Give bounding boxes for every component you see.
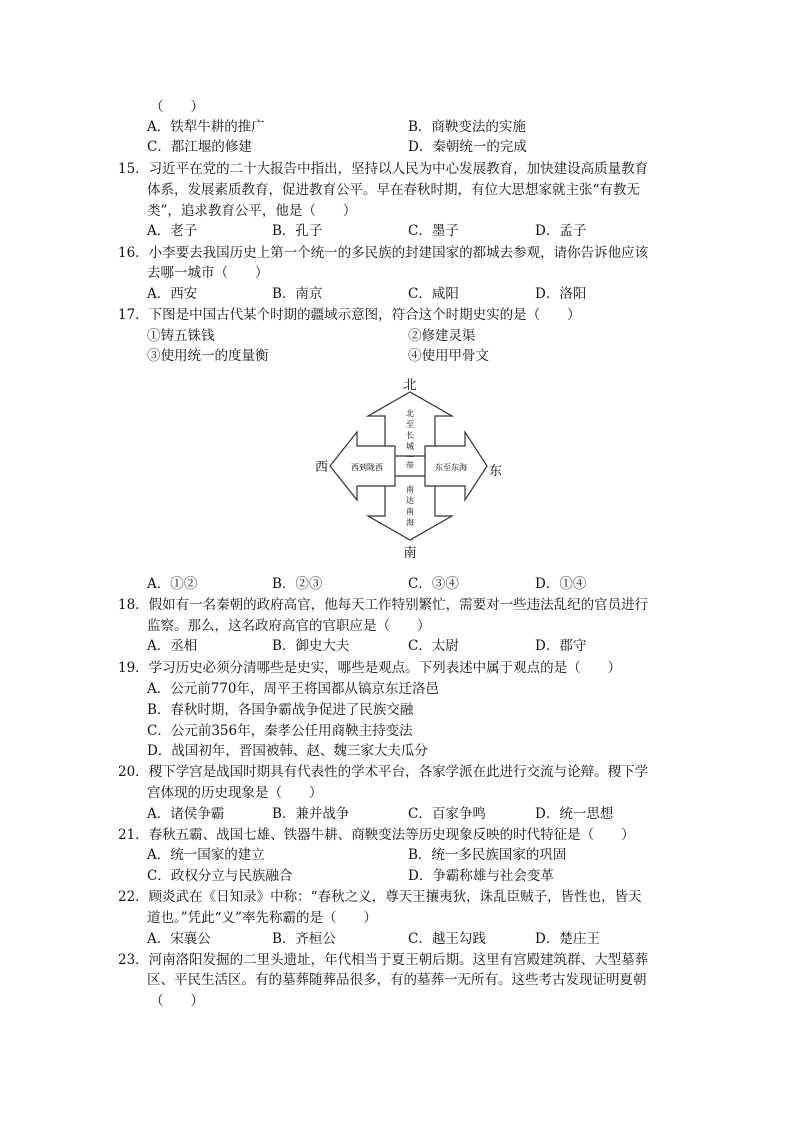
q15-stem-line-1: 15．习近平在党的二十大报告中指出，坚持以人民为中心发展教育，加快建设高质量教育 [118,161,649,177]
q20-option-a[interactable]: A．诸侯争霸 [147,806,225,822]
q18-stem-line-2: 监察。那么，这名政府高官的官职应是（ ） [147,618,431,634]
q19-option-b[interactable]: B．春秋时期，各国争霸战争促进了民族交融 [147,702,414,718]
south-label: 南 [403,546,417,561]
q15-option-c[interactable]: C．墨子 [408,223,459,239]
q20-option-c[interactable]: C．百家争鸣 [408,806,486,822]
q20-option-b[interactable]: B．兼并战争 [272,806,350,822]
q22-stem-line-1: 22．顾炎武在《日知录》中称：“春秋之义，尊天王攘夷狄，诛乱臣贼子，皆性也，皆天 [118,889,642,905]
q17-option-b[interactable]: B．②③ [272,576,323,592]
q21-option-a[interactable]: A．统一国家的建立 [147,847,265,863]
q17-item-3: ③使用统一的度量衡 [147,348,269,364]
q19-stem-line-1: 19．学习历史必须分清哪些是史实，哪些是观点。下列表述中属于观点的是（ ） [118,660,622,676]
q17-item-1: ①铸五铢钱 [147,328,215,344]
q16-stem-line-1: 16．小李要去我国历史上第一个统一的多民族的封建国家的都城去参观，请你告诉他应该 [118,245,649,261]
q21-option-d[interactable]: D．争霸称雄与社会变革 [408,868,554,884]
q22-option-b[interactable]: B．齐桓公 [272,931,336,947]
q15-option-b[interactable]: B．孔子 [272,223,323,239]
west-text: 西到陇西 [351,463,383,472]
q23-stem-line-2: 区、平民生活区。有的墓葬随葬品很多，有的墓葬一无所有。这些考古发现证明夏朝 [147,972,647,988]
q21-option-c[interactable]: C．政权分立与民族融合 [147,868,293,884]
q18-option-b[interactable]: B．御史大夫 [272,638,350,654]
q19-option-c[interactable]: C．公元前356年，秦孝公任用商鞅主持变法 [147,723,413,739]
q20-stem-line-2: 宫体现的历史现象是（ ） [147,785,323,801]
q16-stem-line-2: 去哪一城市（ ） [147,265,269,281]
q15-option-d[interactable]: D．孟子 [535,223,587,239]
q19-option-d[interactable]: D．战国初年，晋国被韩、赵、魏三家大夫瓜分 [147,743,428,759]
north-label: 北 [403,378,417,393]
territory-diagram [315,376,515,571]
south-text-char-4: 海 [406,518,414,527]
north-text-char-2: 至 [406,420,414,429]
q20-option-d[interactable]: D．统一思想 [535,806,614,822]
north-text-char-5: 一 [406,453,414,462]
east-label: 东 [489,464,503,479]
q17-option-a[interactable]: A．①② [147,576,198,592]
q18-option-a[interactable]: A．丞相 [147,638,198,654]
q23-stem-line-1: 23．河南洛阳发掘的二里头遗址，年代相当于夏王朝后期。这里有宫殿建筑群、大型墓葬 [118,952,649,968]
q14-option-d[interactable]: D．秦朝统一的完成 [408,139,527,155]
q20-stem-line-1: 20．稷下学宫是战国时期具有代表性的学术平台，各家学派在此进行交流与论辩。稷下学 [118,764,649,780]
q16-option-a[interactable]: A．西安 [147,286,198,302]
q21-stem-line-1: 21．春秋五霸、战国七雄、铁器牛耕、商鞅变法等历史现象反映的时代特征是（ ） [118,827,635,843]
q19-option-a[interactable]: A．公元前770年，周平王将国都从镐京东迁洛邑 [147,681,440,697]
q15-option-a[interactable]: A．老子 [147,223,198,239]
north-text-char-6: 带 [406,461,414,470]
q22-option-a[interactable]: A．宋襄公 [147,931,211,947]
north-text-char-3: 长 [406,431,414,440]
south-text-char-3: 南 [406,507,414,516]
q17-option-c[interactable]: C．③④ [408,576,459,592]
west-label: 西 [315,460,328,475]
q23-stem-line-3: （ ） [150,993,204,1009]
territory-arrows-svg [315,376,515,571]
q14-option-b[interactable]: B．商鞅变法的实施 [408,119,526,135]
q21-option-b[interactable]: B．统一多民族国家的巩固 [408,847,567,863]
south-text-char-2: 达 [406,496,414,505]
q14-option-c[interactable]: C．都江堰的修建 [147,139,252,155]
q17-option-d[interactable]: D．①④ [535,576,587,592]
q18-stem-line-1: 18．假如有一名秦朝的政府高官，他每天工作特别繁忙，需要对一些违法乱纪的官员进行 [118,597,649,613]
q14-blank: （ ） [150,99,204,115]
q16-option-c[interactable]: C．咸阳 [408,286,459,302]
q17-stem-line-1: 17．下图是中国古代某个时期的疆域示意图，符合这个时期史实的是（ ） [118,307,581,323]
q22-option-d[interactable]: D．楚庄王 [535,931,600,947]
north-text-char-1: 北 [406,409,414,418]
east-text: 东至东海 [435,463,467,472]
q15-stem-line-3: 类”，追求教育公平，他是（ ） [147,203,357,219]
north-text-char-4: 城 [406,442,414,451]
q22-option-c[interactable]: C．越王勾践 [408,931,486,947]
q16-option-d[interactable]: D．洛阳 [535,286,587,302]
q17-item-4: ④使用甲骨文 [408,348,489,364]
q18-option-d[interactable]: D．郡守 [535,638,587,654]
q18-option-c[interactable]: C．太尉 [408,638,459,654]
q17-item-2: ②修建灵渠 [408,328,476,344]
q16-option-b[interactable]: B．南京 [272,286,323,302]
south-text-char-1: 南 [406,485,414,494]
q14-option-a[interactable]: A．铁犁牛耕的推广 [147,119,265,135]
q15-stem-line-2: 体系，发展素质教育，促进教育公平。早在春秋时期，有位大思想家就主张“有教无 [147,182,640,198]
q22-stem-line-2: 道也。”凭此“义”率先称霸的是（ ） [147,910,377,926]
